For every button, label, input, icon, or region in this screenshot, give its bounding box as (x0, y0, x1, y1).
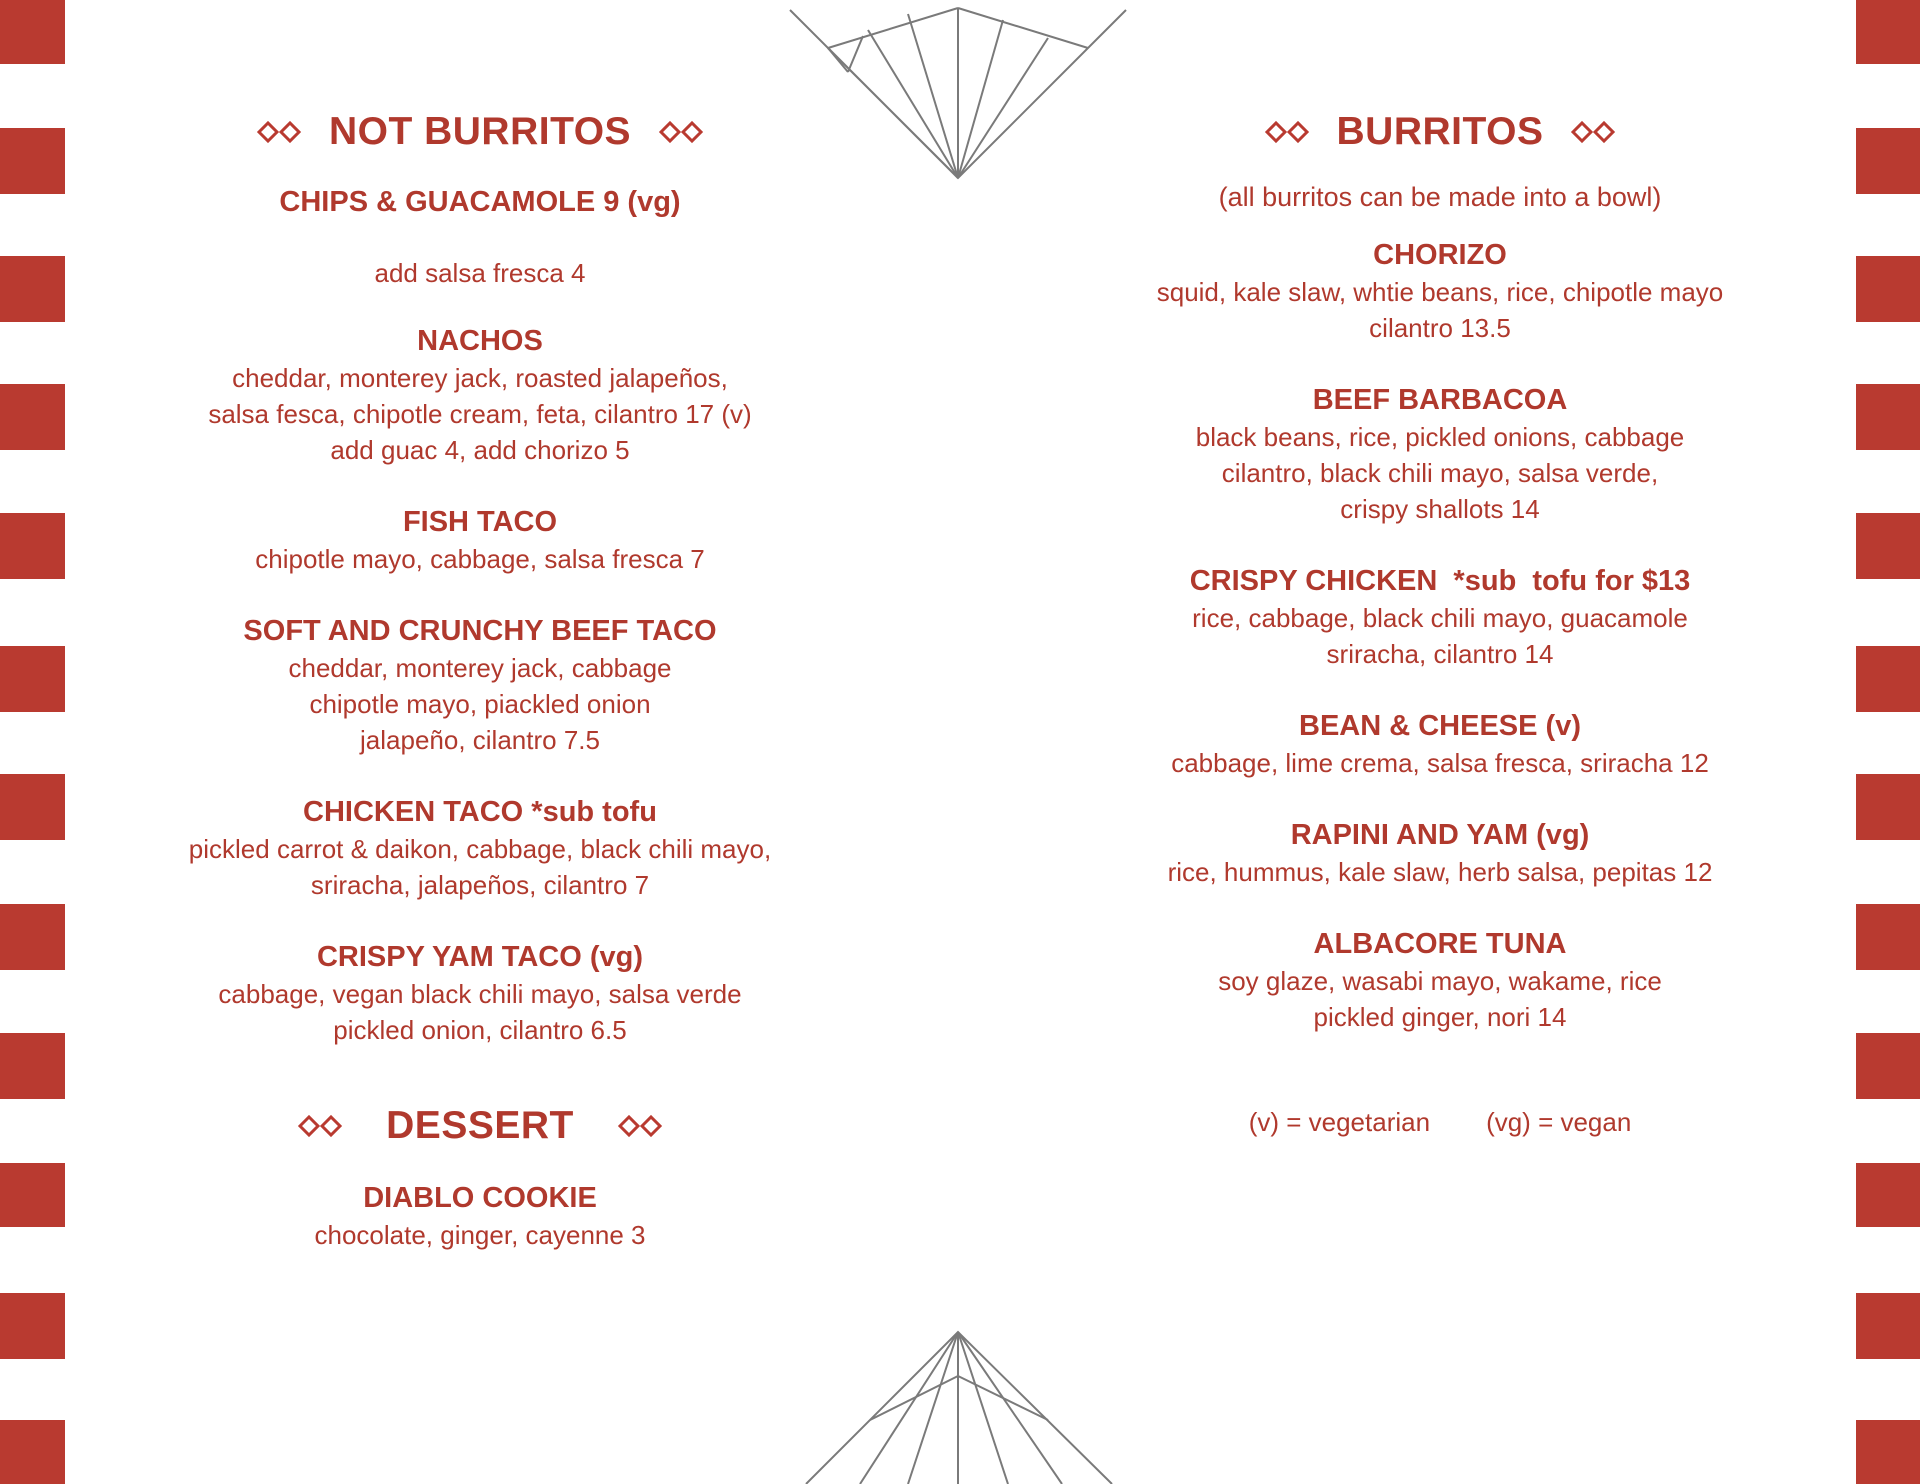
item-name: NACHOS (417, 325, 543, 357)
diamond-ornament-icon (298, 1114, 342, 1138)
item-name: CRISPY CHICKEN *sub tofu for $13 (1189, 565, 1691, 597)
item-desc: add salsa fresca 4 (374, 258, 586, 288)
legend-vegan: (vg) = vegan (1486, 1107, 1632, 1137)
diamond-ornament-icon (1265, 120, 1309, 144)
item-name: CHICKEN TACO *sub tofu (303, 796, 657, 828)
item-name: DIABLO COOKIE (363, 1182, 597, 1214)
left-column (120, 100, 840, 1253)
item-desc: pickled ginger, nori 14 (1313, 1002, 1567, 1032)
item-desc: rice, cabbage, black chili mayo, guacamole (1192, 603, 1688, 633)
item-desc: squid, kale slaw, whtie beans, rice, chipotle mayo (1156, 277, 1724, 307)
diamond-ornament-icon (618, 1114, 662, 1138)
right-column (1080, 100, 1800, 1138)
item-desc: pickled carrot & daikon, cabbage, black chili mayo, (188, 834, 772, 864)
item-desc: jalapeño, cilantro 7.5 (360, 725, 600, 755)
menu-item (1080, 708, 1800, 781)
item-desc: cheddar, monterey jack, cabbage (288, 653, 672, 683)
menu-item (1080, 817, 1800, 890)
diamond-ornament-icon (1571, 120, 1615, 144)
item-name: CHORIZO (1373, 239, 1507, 271)
item-desc: chipotle mayo, piackled onion (309, 689, 651, 719)
diamond-ornament-icon (659, 120, 703, 144)
bowl-note: (all burritos can be made into a bowl) (1218, 182, 1662, 212)
item-name: CHIPS & GUACAMOLE 9 (vg) (279, 186, 681, 218)
menu-item (1080, 563, 1800, 672)
item-desc: cabbage, vegan black chili mayo, salsa verde (218, 979, 742, 1009)
menu-item (120, 184, 840, 221)
item-name: FISH TACO (402, 506, 558, 538)
item-name: CRISPY YAM TACO (vg) (316, 941, 644, 973)
item-desc: crispy shallots 14 (1340, 494, 1540, 524)
menu-item (1080, 237, 1800, 346)
menu-item (1080, 926, 1800, 1035)
item-desc: chipotle mayo, cabbage, salsa fresca 7 (255, 544, 705, 574)
item-desc: rice, hummus, kale slaw, herb salsa, pepitas 12 (1167, 857, 1713, 887)
item-name: SOFT AND CRUNCHY BEEF TACO (243, 615, 717, 647)
section-title-burritos: BURRITOS (1336, 110, 1544, 153)
menu-item (1080, 382, 1800, 527)
item-desc: cabbage, lime crema, salsa fresca, sriracha 12 (1171, 748, 1709, 778)
not-burritos-header (120, 100, 840, 164)
dessert-header (120, 1094, 840, 1158)
item-desc: sriracha, cilantro 14 (1326, 639, 1554, 669)
item-desc: cilantro, black chili mayo, salsa verde, (1221, 458, 1659, 488)
item-desc: add guac 4, add chorizo 5 (330, 435, 630, 465)
item-desc: salsa fesca, chipotle cream, feta, cilantro 17 (v) (208, 399, 752, 429)
menu-item (120, 255, 840, 291)
item-desc: pickled onion, cilantro 6.5 (333, 1015, 627, 1045)
bottom-fan-ornament (800, 1330, 1118, 1484)
item-desc: sriracha, jalapeños, cilantro 7 (310, 870, 650, 900)
menu-item (120, 323, 840, 468)
menu-item (120, 1180, 840, 1253)
item-name: RAPINI AND YAM (vg) (1290, 819, 1590, 851)
item-name: ALBACORE TUNA (1313, 928, 1567, 960)
diamond-ornament-icon (257, 120, 301, 144)
item-desc: chocolate, ginger, cayenne 3 (314, 1220, 646, 1250)
menu-item (120, 794, 840, 903)
menu-item (120, 613, 840, 758)
menu-item (120, 939, 840, 1048)
item-desc: cheddar, monterey jack, roasted jalapeños, (232, 363, 728, 393)
item-name: BEEF BARBACOA (1312, 384, 1568, 416)
dietary-legend (1080, 1107, 1800, 1138)
legend-vegetarian: (v) = vegetarian (1248, 1107, 1431, 1137)
menu-item (120, 504, 840, 577)
item-desc: black beans, rice, pickled onions, cabbage (1195, 422, 1685, 452)
item-name: BEAN & CHEESE (v) (1299, 710, 1581, 742)
item-desc: soy glaze, wasabi mayo, wakame, rice (1218, 966, 1662, 996)
section-title-not-burritos: NOT BURRITOS (328, 110, 632, 153)
section-title-dessert: DESSERT (386, 1104, 574, 1147)
item-desc: cilantro 13.5 (1369, 313, 1511, 343)
burritos-header (1080, 100, 1800, 164)
